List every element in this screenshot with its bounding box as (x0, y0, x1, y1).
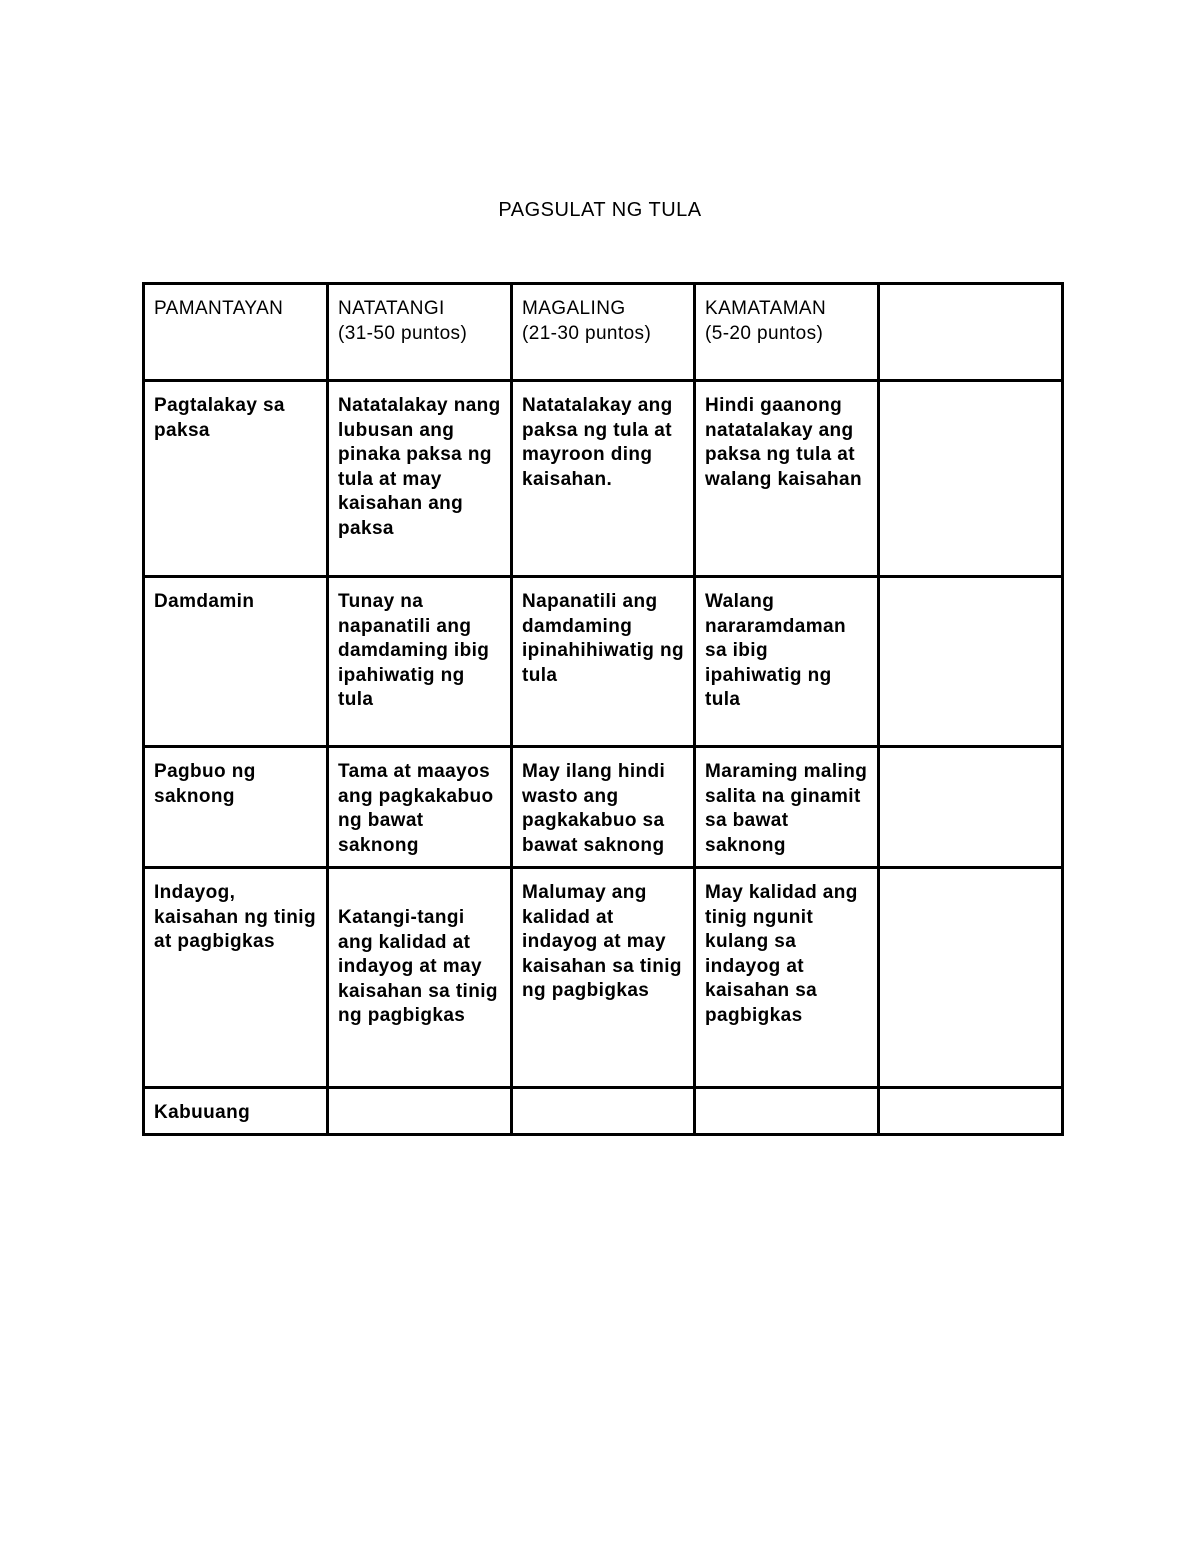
header-magaling-points: (21-30 puntos) (522, 322, 652, 344)
table-row (144, 868, 1063, 1088)
table-row (144, 747, 1063, 868)
kamataman-cell: May kalidad ang tinig ngunit kulang sa indayog at kaisahan sa pagbigkas (695, 868, 879, 1088)
kamataman-cell: Maraming maling salita na ginamit sa bawat saknong (695, 747, 879, 868)
extra-cell (879, 868, 1063, 1088)
table-row (144, 577, 1063, 747)
extra-cell (879, 577, 1063, 747)
natatangi-cell: Tunay na napanatili ang damdaming ibig ipahiwatig ng tula (328, 577, 512, 747)
natatangi-cell: Natatalakay nang lubusan ang pinaka paksa ng tula at may kaisahan ang paksa (328, 381, 512, 577)
header-natatangi (328, 284, 512, 381)
natatangi-cell: Katangi-tangi ang kalidad at indayog at may kaisahan sa tinig ng pagbigkas (328, 868, 512, 1088)
natatangi-cell (328, 1088, 512, 1135)
magaling-cell: Malumay ang kalidad at indayog at may kaisahan sa tinig ng pagbigkas (512, 868, 695, 1088)
criteria-cell: Kabuuang (144, 1088, 328, 1135)
natatangi-cell: Tama at maayos ang pagkakabuo ng bawat saknong (328, 747, 512, 868)
magaling-cell: Napanatili ang damdaming ipinahihiwatig ng tula (512, 577, 695, 747)
magaling-cell: Natatalakay ang paksa ng tula at mayroon ding kaisahan. (512, 381, 695, 577)
criteria-cell: Pagbuo ng saknong (144, 747, 328, 868)
header-kamataman-label: KAMATAMAN (705, 298, 827, 319)
criteria-cell: Indayog, kaisahan ng tinig at pagbigkas (144, 868, 328, 1088)
kamataman-cell: Hindi gaanong natatalakay ang paksa ng tula at walang kaisahan (695, 381, 879, 577)
header-kamataman-points: (5-20 puntos) (705, 322, 824, 344)
magaling-cell (512, 1088, 695, 1135)
header-criteria-label: PAMANTAYAN (154, 298, 284, 319)
header-extra (879, 284, 1063, 381)
header-natatangi-points: (31-50 puntos) (338, 322, 468, 344)
criteria-cell: Damdamin (144, 577, 328, 747)
page-title: PAGSULAT NG TULA (498, 199, 702, 221)
rubric-table (142, 282, 1064, 1136)
criteria-cell: Pagtalakay sa paksa (144, 381, 328, 577)
kamataman-cell: Walang nararamdaman sa ibig ipahiwatig ng tula (695, 577, 879, 747)
header-natatangi-label: NATATANGI (338, 298, 445, 319)
extra-cell (879, 1088, 1063, 1135)
header-magaling (512, 284, 695, 381)
magaling-cell: May ilang hindi wasto ang pagkakabuo sa bawat saknong (512, 747, 695, 868)
header-kamataman (695, 284, 879, 381)
kamataman-cell (695, 1088, 879, 1135)
extra-cell (879, 747, 1063, 868)
extra-cell (879, 381, 1063, 577)
table-row (144, 381, 1063, 577)
header-criteria (144, 284, 328, 381)
header-magaling-label: MAGALING (522, 298, 626, 319)
table-row (144, 1088, 1063, 1135)
table-header-row (144, 284, 1063, 381)
